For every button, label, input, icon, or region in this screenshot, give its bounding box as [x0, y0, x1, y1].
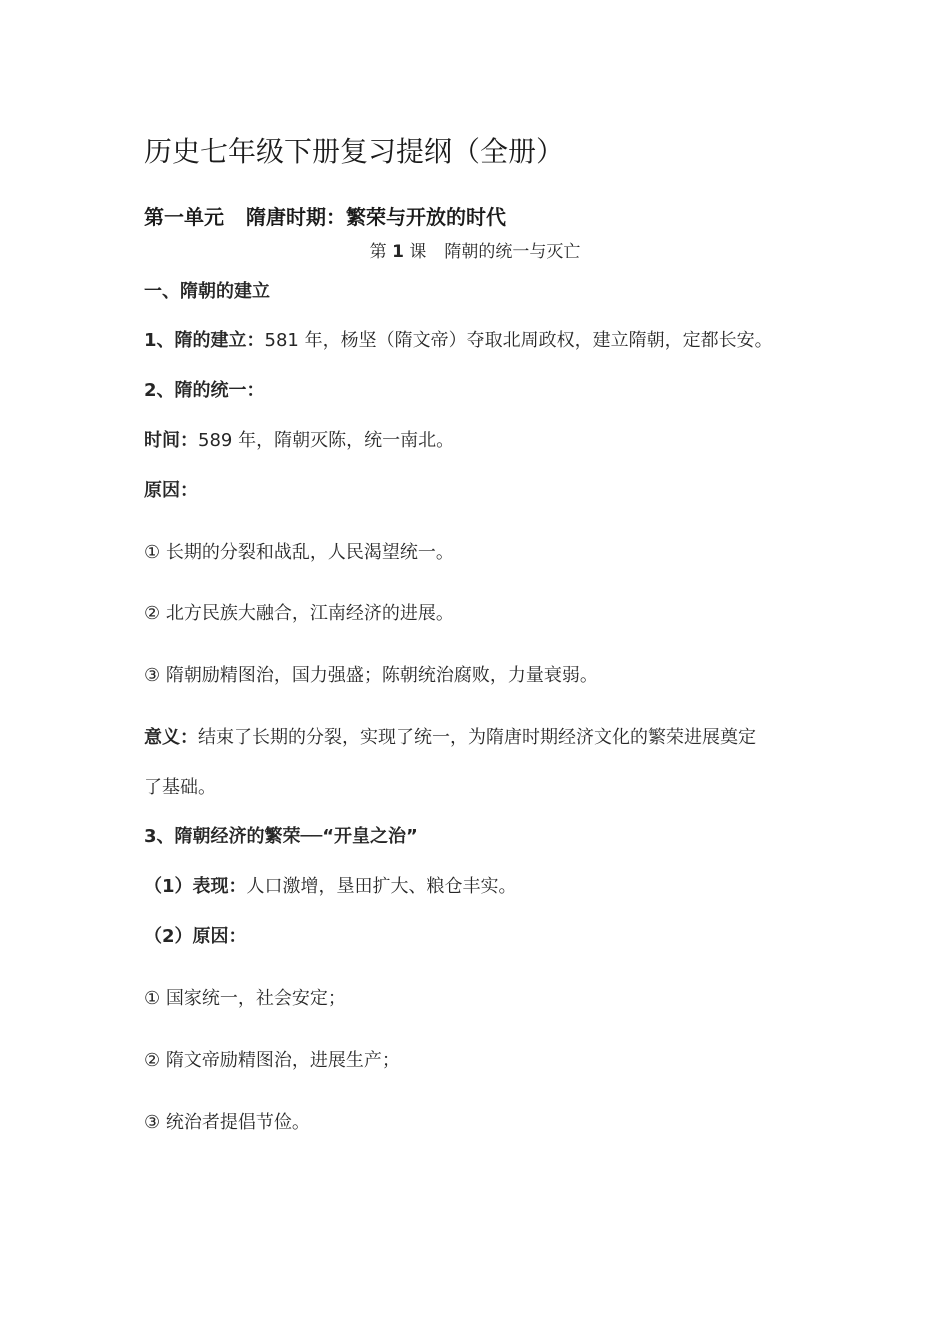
paragraph-significance — [144, 726, 756, 750]
paragraph-label: 时间： — [144, 430, 198, 451]
paragraph-text: 人口激增，垦田扩大、粮仓丰实。 — [246, 876, 517, 897]
section-heading: 一、隋朝的建立 — [144, 281, 270, 302]
lesson-suffix: 课 — [409, 242, 427, 262]
paragraph-text: 结束了长期的分裂，实现了统一，为隋唐时期经济文化的繁荣进展奠定 — [198, 727, 756, 748]
lesson-heading — [0, 240, 950, 264]
paragraph-text: 589 年，隋朝灭陈，统一南北。 — [198, 430, 455, 451]
paragraph-label: （1）表现： — [144, 876, 247, 897]
subheading-unification: 2、隋的统一： — [144, 380, 265, 401]
paragraph-label: 1、隋的建立： — [144, 330, 265, 351]
subheading-causes: （2）原因： — [144, 926, 247, 947]
list-item: ① 长期的分裂和战乱，人民渴望统一。 — [144, 542, 454, 563]
document-title: 历史七年级下册复习提纲（全册） — [144, 135, 565, 168]
list-item: ② 隋文帝励精图治，进展生产； — [144, 1050, 400, 1071]
list-item: ② 北方民族大融合，江南经济的进展。 — [144, 603, 454, 624]
lesson-title: 隋朝的统一与灭亡 — [444, 242, 581, 262]
subheading-prosperity: 3、隋朝经济的繁荣──“开皇之治” — [144, 826, 418, 847]
paragraph-performance — [144, 875, 517, 899]
paragraph-label: 意义： — [144, 727, 198, 748]
paragraph-founding — [144, 329, 773, 353]
list-item: ③ 统治者提倡节俭。 — [144, 1112, 310, 1133]
paragraph-time — [144, 429, 454, 453]
paragraph-text: 581 年，杨坚（隋文帝）夺取北周政权，建立隋朝，定都长安。 — [264, 330, 773, 351]
unit-heading — [144, 204, 506, 230]
unit-title: 隋唐时期：繁荣与开放的时代 — [246, 205, 506, 229]
lesson-prefix: 第 — [369, 242, 387, 262]
list-item: ③ 隋朝励精图治，国力强盛；陈朝统治腐败，力量衰弱。 — [144, 665, 598, 686]
lesson-number: 1 — [392, 242, 404, 262]
unit-label: 第一单元 — [144, 205, 224, 229]
subheading-reasons: 原因： — [144, 480, 198, 501]
paragraph-significance-cont: 了基础。 — [144, 777, 216, 798]
list-item: ① 国家统一，社会安定； — [144, 988, 346, 1009]
